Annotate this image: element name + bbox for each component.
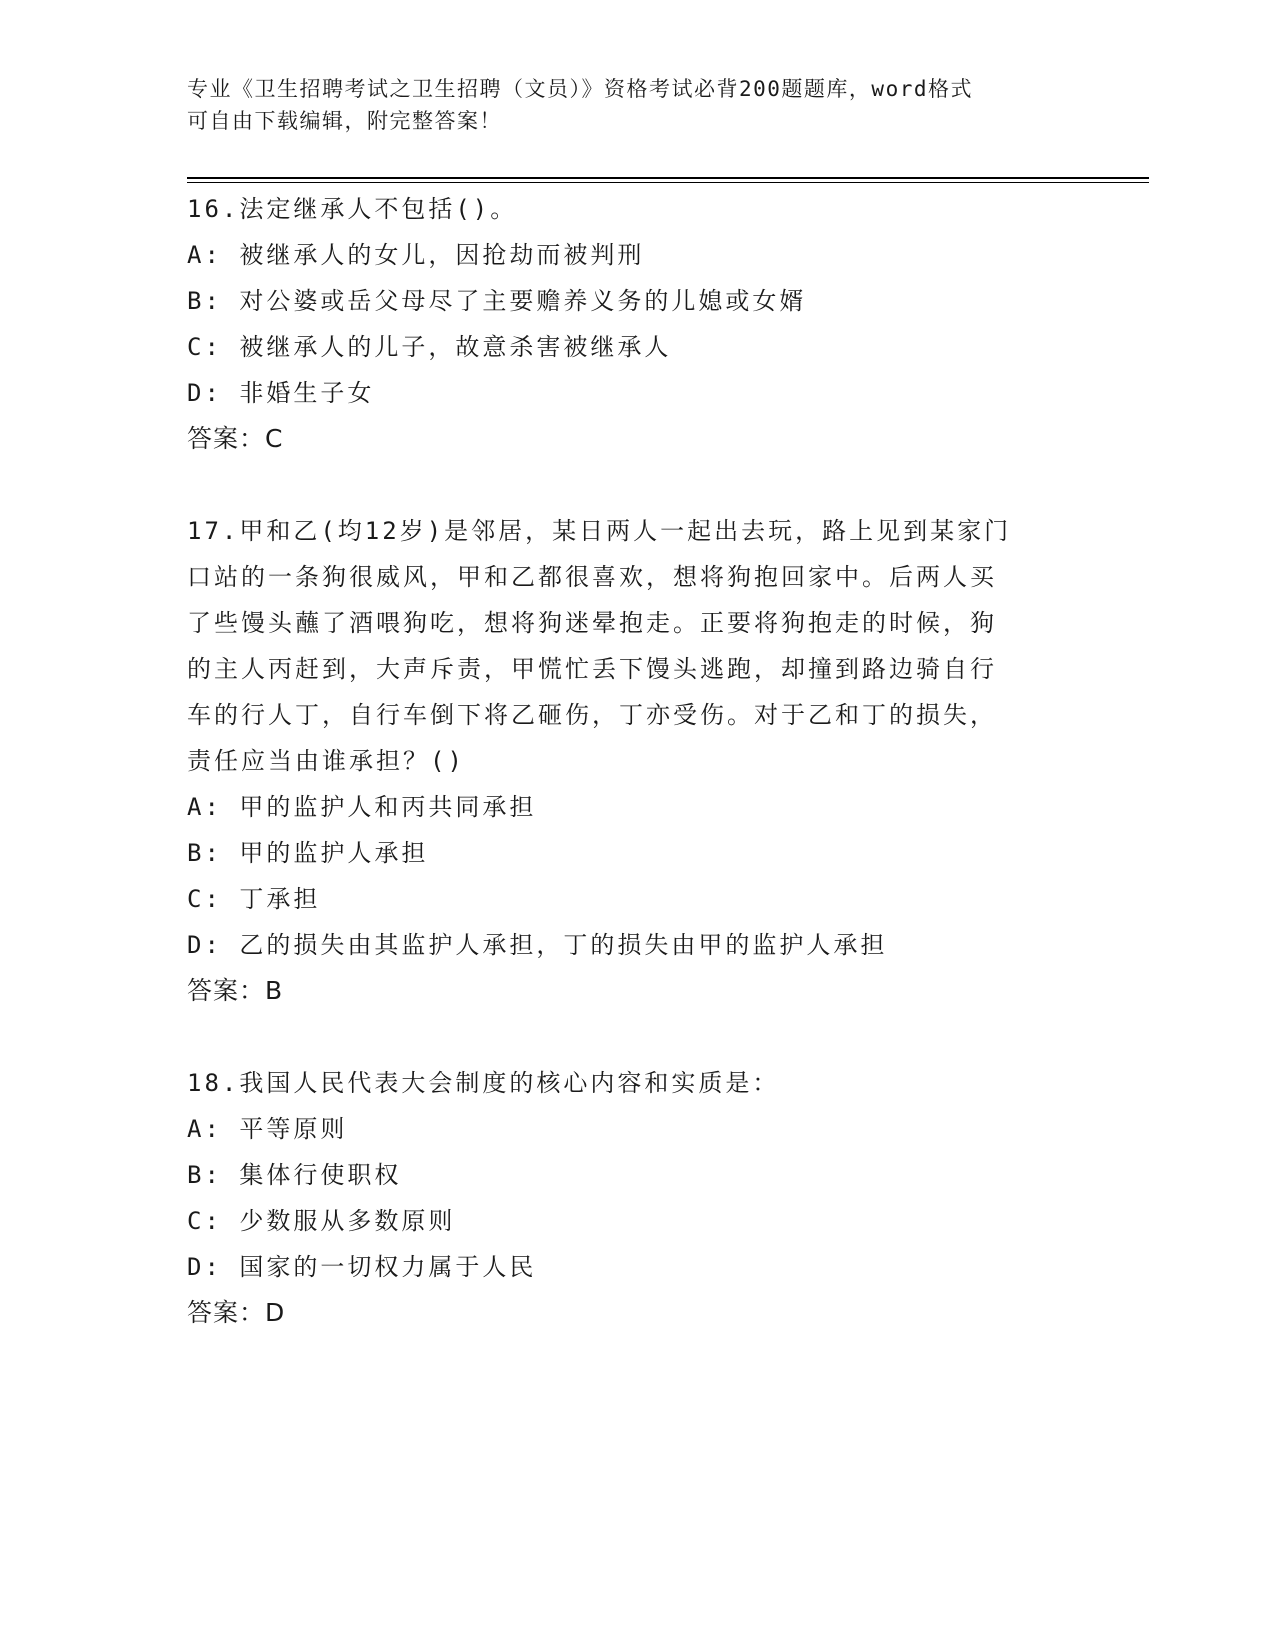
question-text-line: 责任应当由谁承担？() (187, 747, 465, 775)
question-text-line: 口站的一条狗很威风，甲和乙都很喜欢，想将狗抱回家中。后两人买 (187, 563, 997, 591)
option-d: D: 国家的一切权力属于人民 (187, 1253, 537, 1281)
option-c: C: 被继承人的儿子，故意杀害被继承人 (187, 333, 672, 361)
option-d: D: 非婚生子女 (187, 379, 375, 407)
option-b: B: 集体行使职权 (187, 1161, 402, 1189)
header-divider-thick (187, 177, 1149, 179)
option-c: C: 丁承担 (187, 885, 321, 913)
option-a: A: 甲的监护人和丙共同承担 (187, 793, 537, 821)
question-spacer (187, 1014, 1067, 1060)
option-a: A: 平等原则 (187, 1115, 348, 1143)
option-a: A: 被继承人的女儿，因抢劫而被判刑 (187, 241, 645, 269)
question-18 (187, 1060, 1067, 1336)
question-text-line: 17.甲和乙(均12岁)是邻居，某日两人一起出去玩，路上见到某家门 (187, 517, 1012, 545)
question-spacer (187, 462, 1067, 508)
option-b: B: 甲的监护人承担 (187, 839, 429, 867)
question-text-line: 车的行人丁，自行车倒下将乙砸伤，丁亦受伤。对于乙和丁的损失， (187, 701, 997, 729)
question-16 (187, 186, 1067, 462)
header-divider-thin (187, 182, 1149, 183)
header-line-1: 专业《卫生招聘考试之卫生招聘（文员）》资格考试必背200题题库，word格式 (187, 77, 973, 101)
answer: 答案：C (187, 424, 284, 453)
option-c: C: 少数服从多数原则 (187, 1207, 456, 1235)
option-b: B: 对公婆或岳父母尽了主要赡养义务的儿媳或女婿 (187, 287, 807, 315)
question-list (187, 186, 1067, 1336)
question-text-line: 了些馒头蘸了酒喂狗吃，想将狗迷晕抱走。正要将狗抱走的时候，狗 (187, 609, 997, 637)
answer: 答案：B (187, 976, 284, 1005)
option-d: D: 乙的损失由其监护人承担，丁的损失由甲的监护人承担 (187, 931, 888, 959)
question-17 (187, 508, 1067, 1014)
document-header (187, 73, 1067, 137)
question-text: 18.我国人民代表大会制度的核心内容和实质是： (187, 1069, 780, 1097)
header-line-2: 可自由下载编辑，附完整答案！ (187, 109, 502, 133)
answer: 答案：D (187, 1298, 286, 1327)
question-text: 16.法定继承人不包括()。 (187, 195, 518, 223)
question-text-line: 的主人丙赶到，大声斥责，甲慌忙丢下馒头逃跑，却撞到路边骑自行 (187, 655, 997, 683)
